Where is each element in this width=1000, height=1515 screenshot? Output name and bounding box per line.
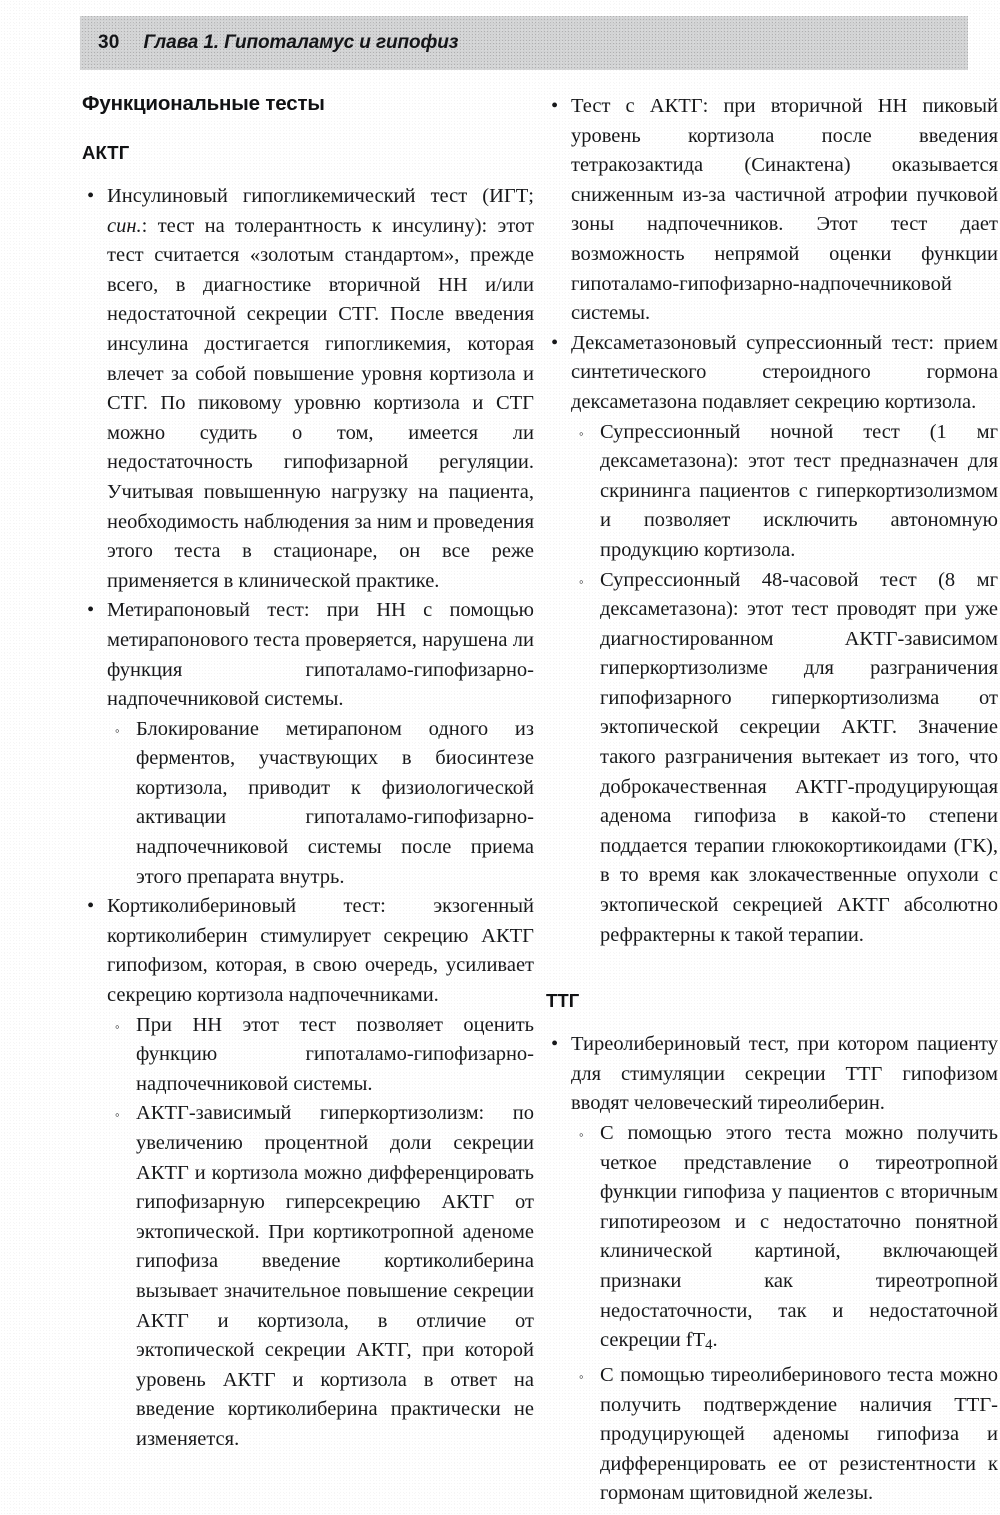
right-column <box>546 92 998 1509</box>
text-run: Инсулиновый гипогликемический тест (ИГТ; <box>107 185 534 207</box>
sub-heading-ttg: ТТГ <box>546 990 580 1012</box>
subscript-four: 4 <box>705 1337 713 1354</box>
list-item <box>109 715 534 893</box>
text-run: . <box>712 1329 718 1352</box>
list-item <box>546 92 998 329</box>
sub-bullet-list <box>571 418 998 951</box>
bullet-marker-icon: • <box>551 1033 559 1056</box>
text-run-italic: син. <box>107 214 142 237</box>
paragraph-text <box>600 1119 998 1361</box>
text-run: С помощью этого теста можно получить четкое представление о тиреотропной функции гипофиза у пациентов с вторичным гипотиреозом и с недостаточно понятной клинической картиной, включающей признаки как тиреотропной недостаточности, так и недостаточной секреции fT <box>600 1122 998 1352</box>
list-item <box>573 1119 998 1361</box>
page-number: 30 <box>98 32 120 53</box>
sub-bullet-marker-icon: ◦ <box>115 1107 120 1123</box>
sub-bullet-marker-icon: ◦ <box>115 722 120 738</box>
ttg-bullet-list <box>546 1030 998 1509</box>
bullet-marker-icon: • <box>87 599 95 622</box>
list-item <box>573 418 998 566</box>
paragraph-text: Кортиколибериновый тест: экзогенный кортиколиберин стимулирует секрецию АКТГ гипофизом, которая, в свою очередь, усиливает секрецию кортизола надпочечниками. <box>107 895 534 1007</box>
paragraph-text: Дексаметазоновый супрессионный тест: прием синтетического стероидного гормона дексаметазона подавляет секрецию кортизола. <box>571 331 998 413</box>
section-heading-functional-tests: Функциональные тесты <box>82 92 325 115</box>
list-item <box>82 892 534 1454</box>
list-item <box>109 1099 534 1454</box>
bullet-marker-icon: • <box>551 95 559 117</box>
paragraph-text: АКТГ-зависимый гиперкортизолизм: по увеличению процентной доли секреции АКТГ и кортизола можно дифференцировать гипофизарную гиперсекрецию АКТГ от эктопической. При кортикотропной аденоме гипофиза введение кортиколиберина вызывает значительное повышение секреции АКТГ и кортизола, в отличие от эктопической секреции АКТГ, при которой уровень АКТГ и кортизола в ответ на введение кортиколиберина практически не изменяется. <box>136 1102 534 1450</box>
sub-bullet-list <box>107 1011 534 1455</box>
bullet-marker-icon: • <box>87 895 95 918</box>
sub-bullet-marker-icon: ◦ <box>579 573 584 589</box>
list-item <box>82 182 534 596</box>
two-column-body <box>0 92 1000 1505</box>
sub-bullet-marker-icon: ◦ <box>579 1368 584 1384</box>
paragraph-text: Тиреолибериновый тест, при котором пациенту для стимуляции секреции ТТГ гипофизом вводят человеческий тиреолиберин. <box>571 1033 998 1115</box>
paragraph-text: Метирапоновый тест: при НН с помощью метирапонового теста проверяется, нарушена ли функция гипоталамо-гипофизарно-надпочечниковой системы. <box>107 599 534 711</box>
list-item <box>573 566 998 951</box>
right-bullet-list <box>546 92 998 950</box>
paragraph-text: При НН этот тест позволяет оценить функцию гипоталамо-гипофизарно-надпочечниковой системы. <box>136 1013 534 1095</box>
list-item <box>546 329 998 950</box>
left-column <box>82 92 534 1455</box>
paragraph-text <box>107 182 534 596</box>
bullet-marker-icon: • <box>551 331 559 354</box>
sub-bullet-list <box>107 715 534 893</box>
list-item <box>109 1011 534 1100</box>
chapter-title: Глава 1. Гипоталамус и гипофиз <box>143 32 459 53</box>
sub-bullet-list <box>571 1119 998 1509</box>
sub-bullet-marker-icon: ◦ <box>579 1127 584 1142</box>
sub-heading-aktg: АКТГ <box>82 142 130 163</box>
paragraph-text: Супрессионный ночной тест (1 мг дексаметазона): этот тест предназначен для скрининга пациентов с гиперкортизолизмом и позволяет исключить автономную продукцию кортизола. <box>600 420 998 561</box>
paragraph-text: Тест с АКТГ: при вторичной НН пиковый уровень кортизола после введения тетракозактида (Синактена) оказывается сниженным из-за частичной атрофии пучковой зоны надпочечников. Этот тест дает возможность непрямой оценки функции гипоталамо-гипофизарно-надпочечниковой системы. <box>571 95 998 325</box>
running-header <box>80 16 968 70</box>
list-item <box>573 1361 998 1509</box>
list-item <box>546 1030 998 1509</box>
text-run: : тест на толерантность к инсулину): этот тест считается «золотым стандартом», прежде всего, в диагностике вторичной НН и/или недостаточной секреции СТГ. После введения инсулина достигается гипогликемия, которая влечет за собой повышение уровня кортизола и СТГ. По пиковому уровню кортизола и СТГ можно судить о том, имеется ли недостаточность гипофизарной регуляции. Учитывая повышенную нагрузку на пациента, необходимость наблюдения за ним и проведения этого теста в стационаре, он все реже применяется в клинической практике. <box>107 214 534 592</box>
bullet-marker-icon: • <box>87 185 95 207</box>
paragraph-text: Супрессионный 48-часовой тест (8 мг дексаметазона): этот тест проводят при уже диагностированном АКТГ-зависимом гиперкортизолизме для разграничения гипофизарного гиперкортизолизма от эктопической секреции АКТГ. Значение такого разграничения вытекает из того, что доброкачественная АКТГ-продуцирующая аденома гипофиза в какой-то степени поддается терапии глюкокортикоидами (ГК), в то время как злокачественные опухоли с эктопической секрецией АКТГ абсолютно рефрактерны к такой терапии. <box>600 568 998 946</box>
paragraph-text: С помощью тиреолиберинового теста можно получить подтверждение наличия ТТГ-продуцирующей аденомы гипофиза и дифференцировать ее от резистентности к гормонам щитовидной железы. <box>600 1363 998 1505</box>
sub-bullet-marker-icon: ◦ <box>115 1018 120 1034</box>
left-bullet-list <box>82 182 534 1455</box>
sub-bullet-marker-icon: ◦ <box>579 425 584 441</box>
paragraph-text: Блокирование метирапоном одного из ферментов, участвующих в биосинтезе кортизола, приводит к физиологической активации гипоталамо-гипофизарно-надпочечниковой системы после приема этого препарата внутрь. <box>136 717 534 888</box>
list-item <box>82 596 534 892</box>
